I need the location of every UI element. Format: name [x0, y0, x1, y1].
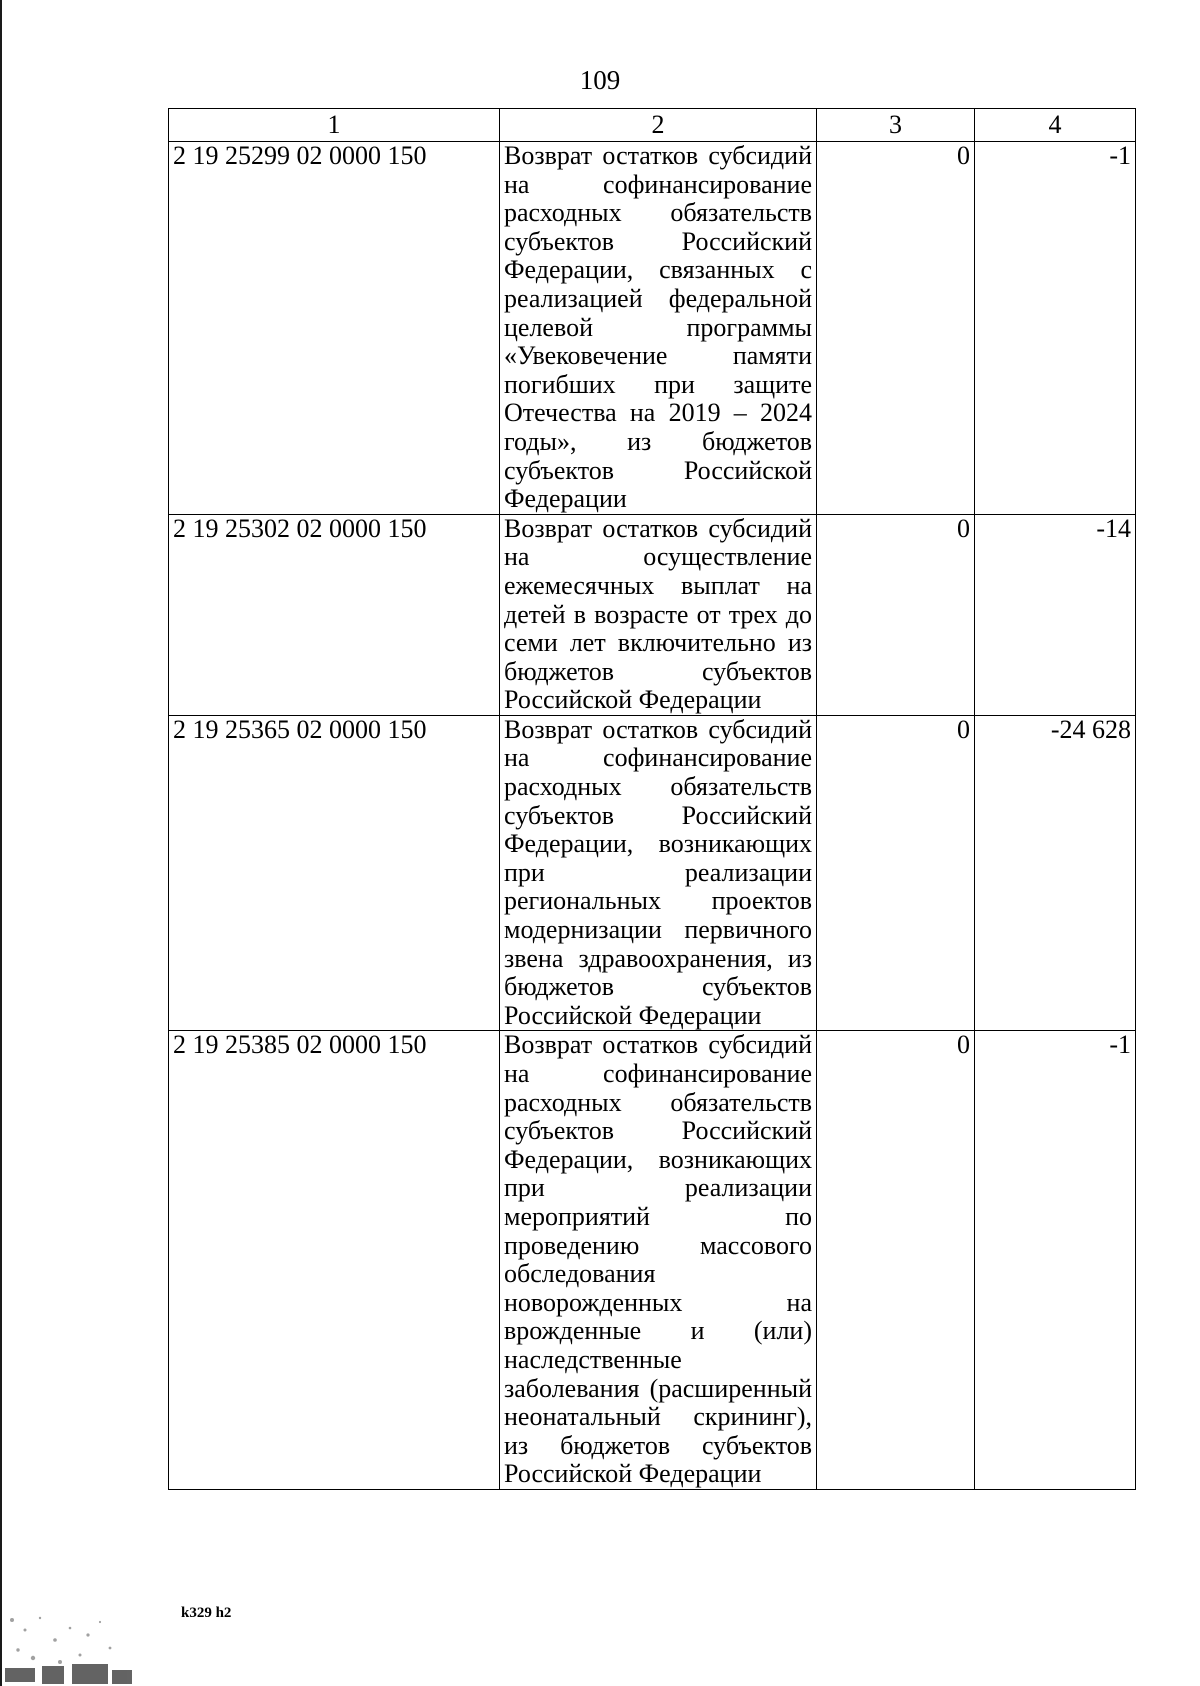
footer-document-code: k329 h2: [181, 1605, 232, 1621]
column-4-value: -1: [975, 1031, 1136, 1490]
table-row: [169, 514, 1136, 715]
description-cell: Возврат остатков субсидий на осуществление ежемесячных выплат на детей в возрасте от трех до семи лет включительно из бюджетов субъектов Российской Федерации: [500, 514, 817, 715]
column-4-value: -14: [975, 514, 1136, 715]
column-header: 3: [817, 109, 975, 142]
column-header: 1: [169, 109, 500, 142]
budget-code-cell: 2 19 25302 02 0000 150: [169, 514, 500, 715]
column-3-value: 0: [817, 142, 975, 515]
column-4-value: -1: [975, 142, 1136, 515]
description-cell: Возврат остатков субсидий на софинансирование расходных обязательств субъектов Российский Федерации, возникающих при реализации мероприятий по проведению массового обследования новорожденных на врожденные и (или) наследственные заболевания (расширенный неонатальный скрининг), из бюджетов субъектов Российской Федерации: [500, 1031, 817, 1490]
description-cell: Возврат остатков субсидий на софинансирование расходных обязательств субъектов Российский Федерации, связанных с реализацией федеральной целевой программы «Увековечение памяти погибших при защите Отечества на 2019 – 2024 годы», из бюджетов субъектов Российской Федерации: [500, 142, 817, 515]
table-row: [169, 715, 1136, 1031]
page-number: 109: [579, 65, 621, 95]
column-3-value: 0: [817, 1031, 975, 1490]
table-row: [169, 142, 1136, 515]
table-header-row: [169, 109, 1136, 142]
scan-edge-line: [0, 0, 2, 1686]
column-3-value: 0: [817, 715, 975, 1031]
column-3-value: 0: [817, 514, 975, 715]
description-cell: Возврат остатков субсидий на софинансирование расходных обязательств субъектов Российский Федерации, возникающих при реализации региональных проектов модернизации первичного звена здравоохранения, из бюджетов субъектов Российской Федерации: [500, 715, 817, 1031]
column-header: 2: [500, 109, 817, 142]
budget-table: [168, 108, 1136, 1490]
column-4-value: -24 628: [975, 715, 1136, 1031]
column-header: 4: [975, 109, 1136, 142]
budget-code-cell: 2 19 25365 02 0000 150: [169, 715, 500, 1031]
budget-code-cell: 2 19 25299 02 0000 150: [169, 142, 500, 515]
table-row: [169, 1031, 1136, 1490]
scan-noise-mark: [0, 1600, 150, 1686]
budget-code-cell: 2 19 25385 02 0000 150: [169, 1031, 500, 1490]
